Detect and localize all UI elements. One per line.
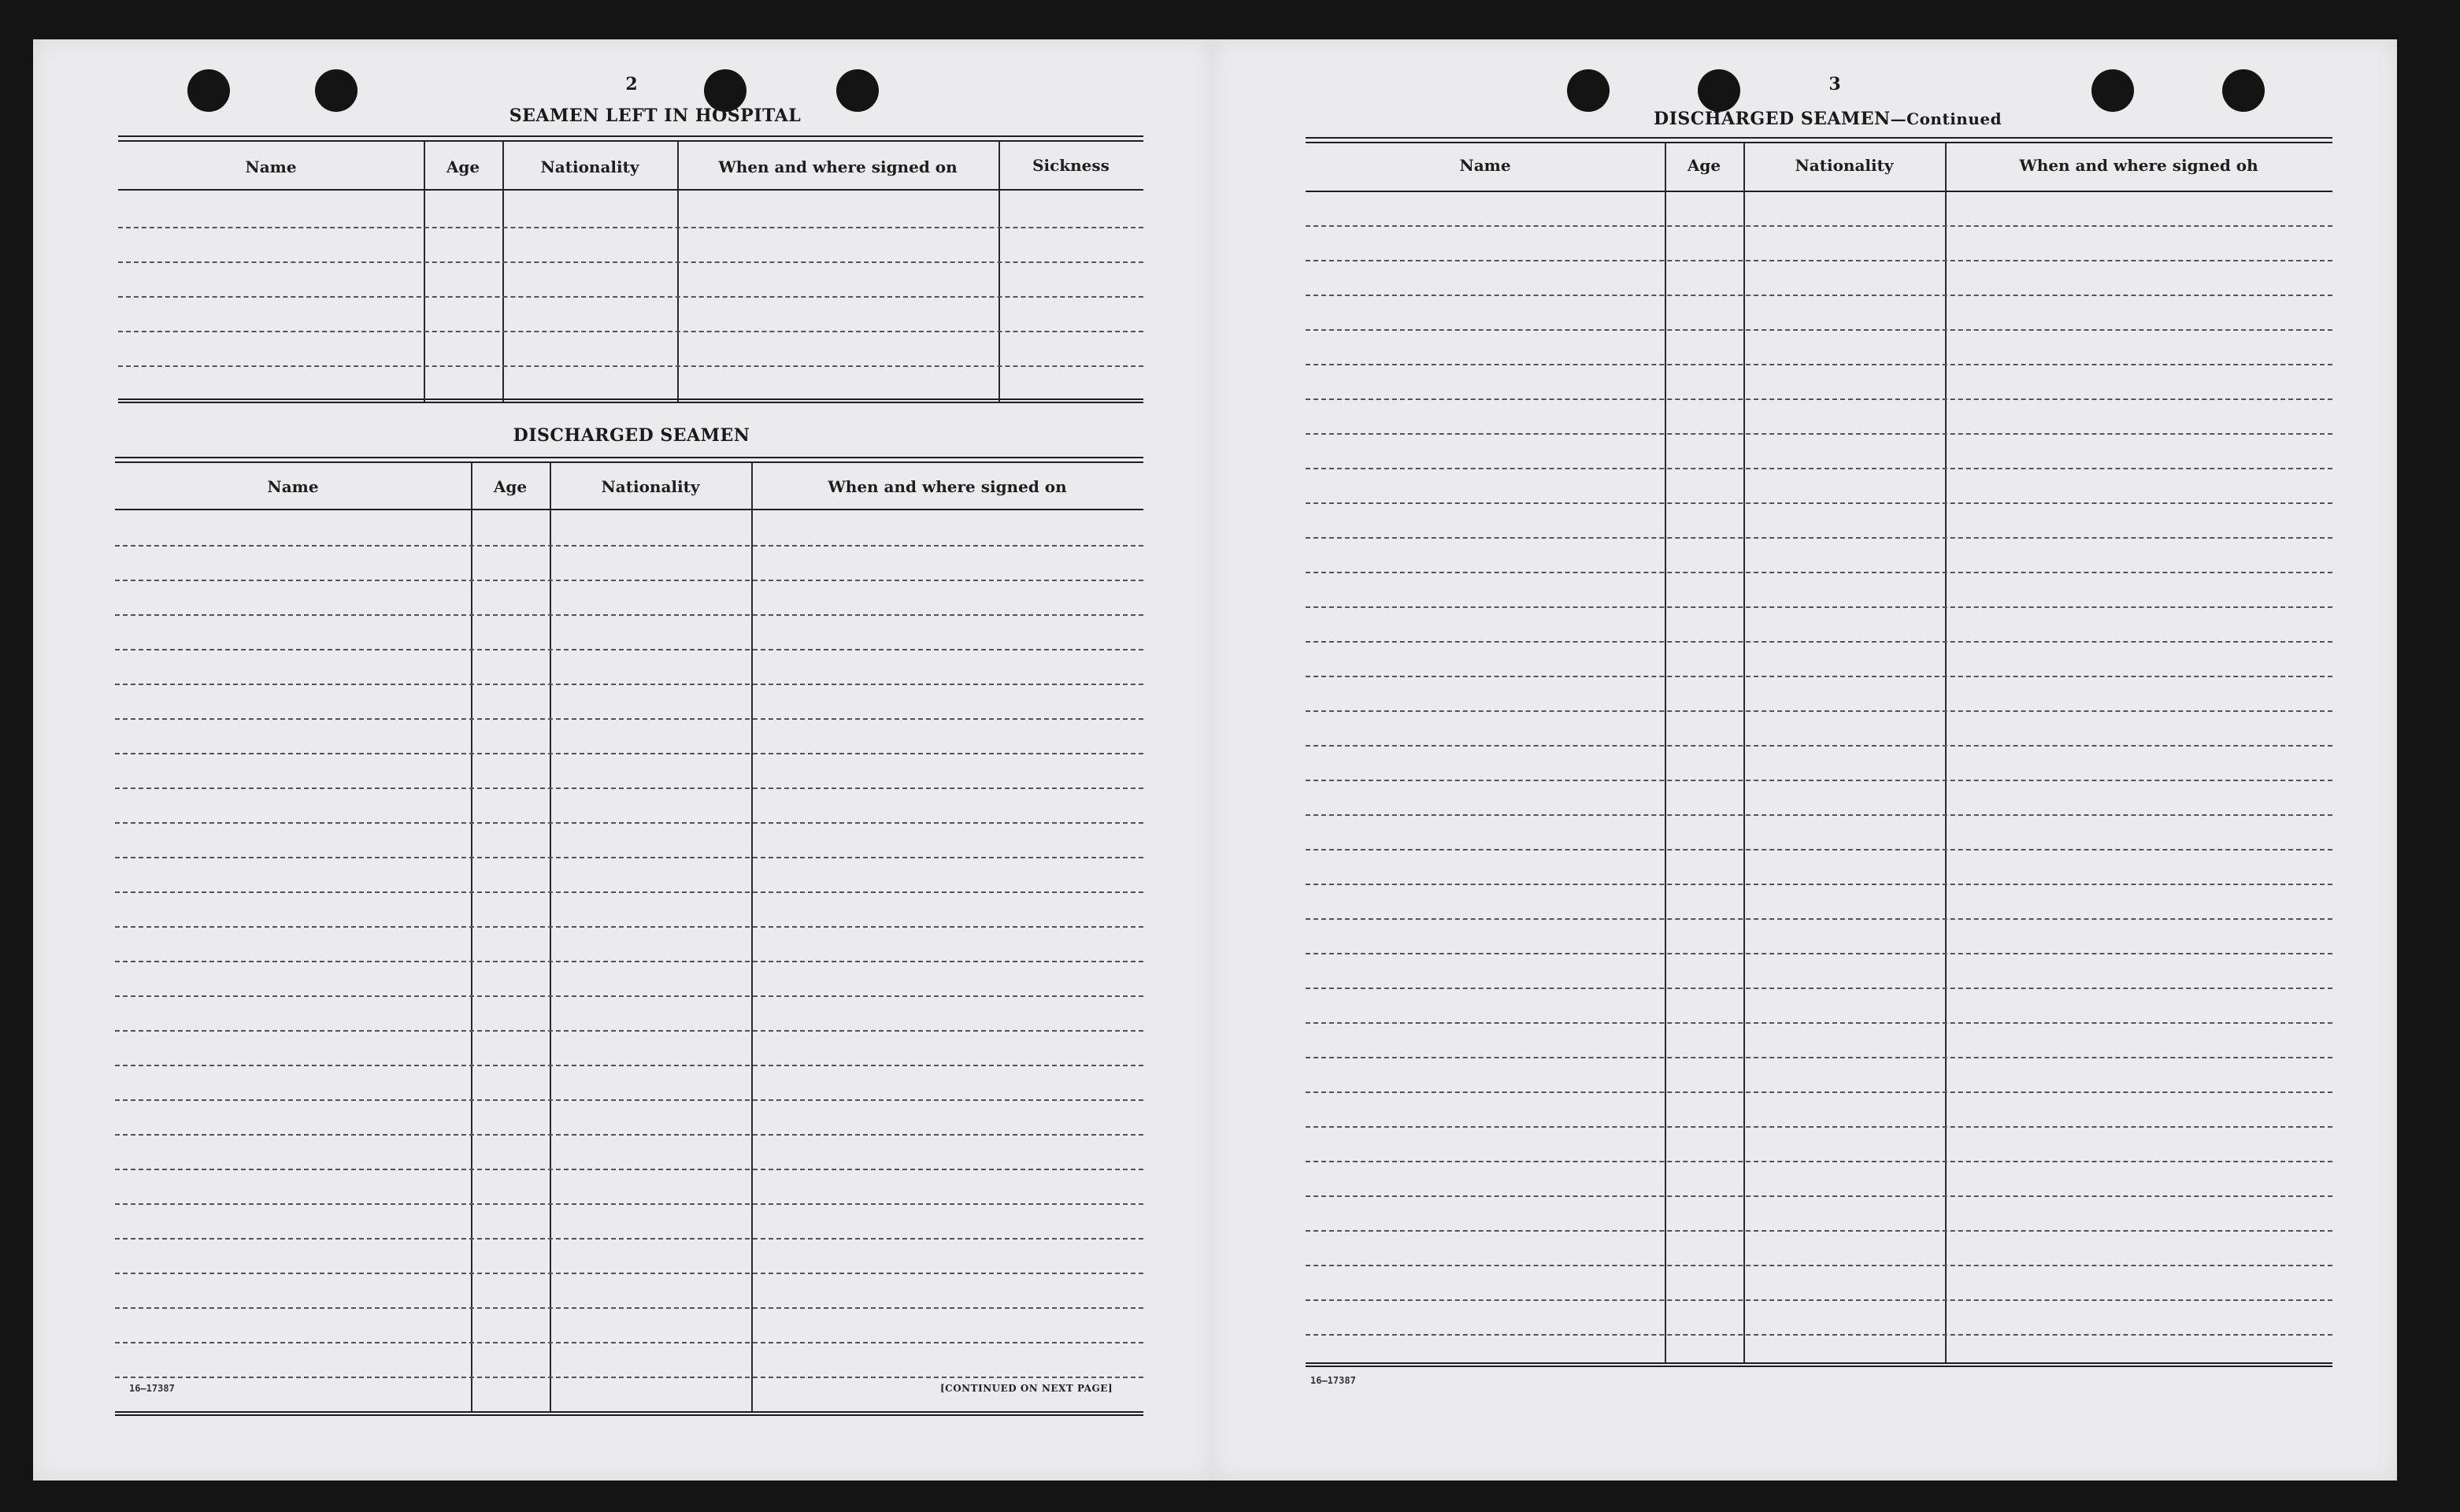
table-row [118, 331, 1143, 332]
header-nationality: Nationality [1795, 156, 1894, 175]
table-row [1306, 1299, 2332, 1301]
table-row [118, 227, 1143, 228]
table-row [1306, 329, 2332, 331]
table-row [1306, 884, 2332, 885]
header-name: Name [1459, 156, 1511, 175]
table-row [1306, 745, 2332, 747]
table-row [115, 753, 1143, 754]
table-row [1306, 1334, 2332, 1336]
table-row [115, 1065, 1143, 1066]
table-row [1306, 468, 2332, 469]
page-number: 2 [625, 74, 638, 94]
header-nationality: Nationality [601, 477, 700, 496]
table-row [1306, 606, 2332, 608]
table-top-rule [115, 457, 1143, 463]
table-row [115, 1273, 1143, 1274]
table-row [1306, 1057, 2332, 1058]
table-row [115, 1307, 1143, 1309]
header-age: Age [446, 158, 480, 176]
left-page [33, 39, 1213, 1480]
table-row [1306, 710, 2332, 712]
table-row [118, 261, 1143, 263]
table-row [115, 649, 1143, 650]
table-row [118, 296, 1143, 298]
table-row [1306, 1091, 2332, 1093]
continued-note: [CONTINUED ON NEXT PAGE] [940, 1383, 1113, 1394]
table-row [1306, 780, 2332, 781]
table-row [1306, 676, 2332, 677]
column-divider [1743, 143, 1745, 1362]
section-title-main: DISCHARGED SEAMEN [1654, 109, 1891, 129]
table-row [1306, 225, 2332, 227]
table-row [1306, 814, 2332, 816]
table-row [115, 718, 1143, 720]
column-divider [751, 463, 753, 1413]
table-row [1306, 537, 2332, 539]
section-title-continued: —Continued [1890, 109, 2002, 128]
table-row [1306, 295, 2332, 296]
header-name: Name [245, 158, 297, 176]
table-row [115, 788, 1143, 789]
table-row [115, 926, 1143, 928]
table-top-rule [118, 135, 1143, 142]
table-row [1306, 918, 2332, 920]
discharged-continued-table [1306, 137, 2332, 1367]
table-bottom-rule [1306, 1362, 2332, 1367]
punch-hole [836, 69, 879, 112]
punch-hole [1567, 69, 1610, 112]
header-sickness: Sickness [1032, 156, 1110, 175]
table-row [1306, 988, 2332, 989]
column-divider [677, 142, 679, 402]
punch-hole [2091, 69, 2134, 112]
table-row [115, 1099, 1143, 1101]
table-row [1306, 433, 2332, 435]
table-row [118, 365, 1143, 367]
header-name: Name [267, 477, 319, 496]
hospital-section-title: SEAMEN LEFT IN HOSPITAL [509, 106, 802, 126]
header-nationality: Nationality [540, 158, 639, 176]
column-divider [1665, 143, 1666, 1362]
table-row [115, 545, 1143, 547]
column-divider [502, 142, 504, 402]
column-divider [424, 142, 425, 402]
column-divider [998, 142, 1000, 402]
discharged-section-title: DISCHARGED SEAMEN [513, 425, 750, 446]
table-bottom-rule [115, 1411, 1143, 1416]
table-row [1306, 953, 2332, 954]
right-page [1213, 39, 2397, 1480]
header-age: Age [493, 477, 528, 496]
table-row [1306, 1126, 2332, 1128]
table-row [115, 995, 1143, 997]
table-row [115, 684, 1143, 685]
column-divider [550, 463, 551, 1413]
table-bottom-rule [118, 398, 1143, 403]
table-row [115, 857, 1143, 858]
punch-hole [2222, 69, 2265, 112]
table-row [1306, 1195, 2332, 1197]
table-row [1306, 1161, 2332, 1162]
column-divider [1945, 143, 1947, 1362]
table-row [115, 1238, 1143, 1240]
discharged-continued-title [1654, 109, 2002, 129]
table-row [115, 1203, 1143, 1205]
table-row [115, 1377, 1143, 1378]
table-row [1306, 502, 2332, 504]
table-header-rule [118, 189, 1143, 191]
table-row [115, 1030, 1143, 1032]
table-row [1306, 572, 2332, 573]
table-row [115, 1134, 1143, 1136]
header-signed-on: When and where signed on [828, 477, 1067, 496]
table-row [1306, 364, 2332, 365]
table-row [1306, 1265, 2332, 1266]
table-top-rule [1306, 137, 2332, 143]
column-divider [471, 463, 472, 1413]
table-row [115, 1342, 1143, 1343]
header-signed-on: When and where signed oh [2019, 156, 2258, 175]
table-row [115, 822, 1143, 824]
table-row [115, 891, 1143, 893]
table-header-rule [1306, 191, 2332, 192]
table-row [1306, 1022, 2332, 1024]
page-number: 3 [1828, 74, 1841, 94]
punch-hole [187, 69, 230, 112]
table-row [115, 961, 1143, 962]
form-number: 16—17387 [129, 1383, 175, 1394]
table-row [115, 1169, 1143, 1170]
table-row [115, 614, 1143, 616]
header-signed-on: When and where signed on [718, 158, 958, 176]
table-row [115, 580, 1143, 581]
table-row [1306, 641, 2332, 643]
table-header-rule [115, 509, 1143, 510]
hospital-table [118, 135, 1143, 406]
punch-hole [315, 69, 358, 112]
table-row [1306, 1230, 2332, 1232]
discharged-table [115, 457, 1143, 1419]
header-age: Age [1687, 156, 1721, 175]
table-row [1306, 849, 2332, 850]
table-row [1306, 398, 2332, 400]
table-row [1306, 260, 2332, 261]
punch-hole [1698, 69, 1740, 112]
form-number: 16—17387 [1310, 1375, 1356, 1386]
